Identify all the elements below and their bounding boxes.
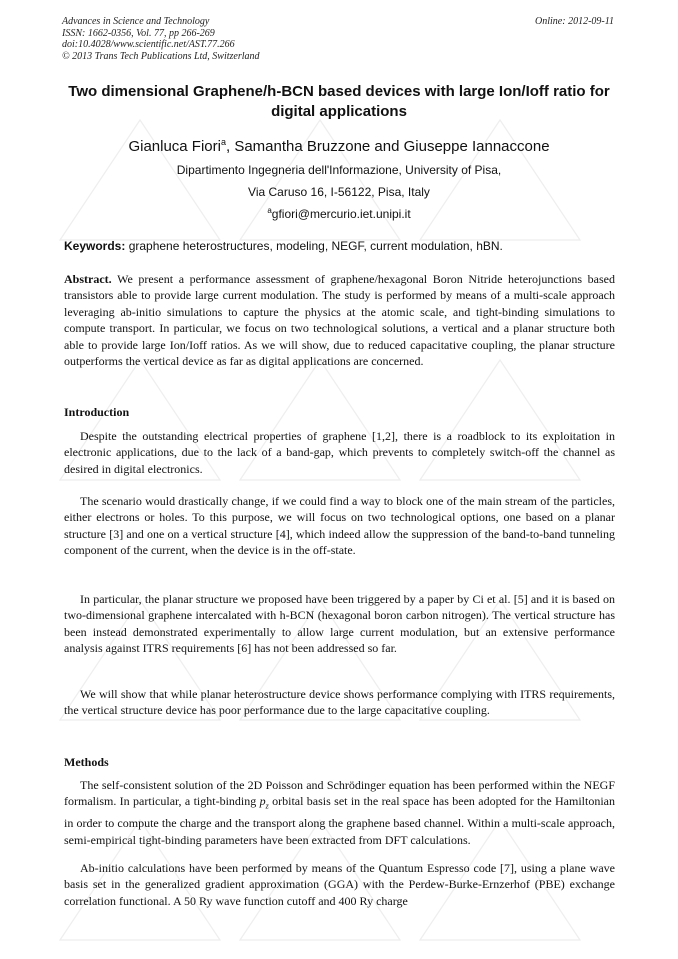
- pz-symbol: p: [259, 794, 266, 809]
- intro-paragraph-2: The scenario would drastically change, if we could find a way to block one of the main stream of the particles, either electrons or holes. To this purpose, we will focus on two technological options, one based on a planar structure [3] and one on a vertical structure [4], which indeed allow the suppression of the band-to-band tunneling component of the current, when the device is in the off-state.: [64, 494, 615, 558]
- online-date: Online: 2012-09-11: [535, 16, 614, 27]
- abstract-label: Abstract.: [64, 272, 112, 286]
- email-mark: a: [267, 206, 272, 215]
- intro-paragraph-4: We will show that while planar heterostructure device shows performance complying with ITRS requirements, the vertical structure device has poor performance due to the large capacitative coupling.: [64, 687, 615, 718]
- pz-subscript: z: [265, 801, 269, 811]
- keywords: [64, 239, 616, 253]
- email-address: gfiori@mercurio.iet.unipi.it: [271, 207, 411, 221]
- author-affil-mark: a: [220, 137, 226, 147]
- affiliation-line-1: Dipartimento Ingegneria dell'Informazione, University of Pisa,: [176, 163, 502, 177]
- methods-p1-end: orbital basis set in the real space has been adopted for the Hamiltonian in order to compute the charge and the transport along the graphene based channel. Within a multi-scale approach, semi-empirical tight-binding parameters have been extracted from DFT calculations.: [64, 794, 615, 847]
- abstract-paragraph: [64, 271, 615, 369]
- keywords-label: Keywords:: [64, 239, 126, 253]
- journal-name: Advances in Science and Technology: [62, 16, 210, 27]
- intro-paragraph-1: Despite the outstanding electrical properties of graphene [1,2], there is a roadblock to its exploitation in electronic applications, due to the lack of a band-gap, which prevents to completely switch-off the channel as desired in digital electronics.: [64, 429, 615, 476]
- abstract-text: We present a performance assessment of graphene/hexagonal Boron Nitride heterojunctions based transistors able to provide large current modulation. The study is performed by means of a multi-scale approach leveraging ab-initio simulations to capture the physics at the atomic scale, and tight-binding simulations to compute transport. In particular, we focus on two technological solutions, a vertical and a planar structure both able to provide large Ion/Ioff ratios. As we will show, due to reduced capacitative coupling, the planar structure outperforms the vertical device as far as digital applications are concerned.: [64, 272, 615, 369]
- keywords-text: graphene heterostructures, modeling, NEGF, current modulation, hBN.: [125, 239, 503, 253]
- journal-issn: ISSN: 1662-0356, Vol. 77, pp 266-269: [62, 27, 215, 39]
- affiliation-line-2: Via Caruso 16, I-56122, Pisa, Italy: [248, 185, 430, 199]
- methods-p1-start: The self-consistent solution of the 2D Poisson and Schrödinger equation has been performed within the NEGF formalism. In particular, a tight-binding: [64, 778, 615, 809]
- author-first: Gianluca Fiori: [128, 138, 221, 155]
- methods-paragraph-2: Ab-initio calculations have been performed by means of the Quantum Espresso code [7], using a plane wave basis set in the generalized gradient approximation (GGA) with the Perdew-Burke-Ernzerhof (PBE) exchange correlation functional. A 50 Ry wave function cutoff and 400 Ry charge: [64, 861, 615, 908]
- journal-doi: doi:10.4028/www.scientific.net/AST.77.266: [62, 39, 235, 50]
- author-rest: , Samantha Bruzzone and Giuseppe Iannaccone: [226, 138, 550, 155]
- intro-paragraph-3: In particular, the planar structure we proposed have been triggered by a paper by Ci et al. [5] and it is based on two-dimensional graphene intercalated with h-BCN (hexagonal boron carbon nitrogen). The vertical structure has been instead demonstrated experimentally to allow large current modulation, but an extensive performance analysis against ITRS requirements [6] has not been addressed so far.: [64, 592, 615, 656]
- methods-paragraph-1: [64, 777, 615, 848]
- journal-copyright: © 2013 Trans Tech Publications Ltd, Switzerland: [62, 50, 260, 62]
- section-heading-introduction: Introduction: [64, 405, 130, 419]
- paper-title: Two dimensional Graphene/h-BCN based devices with large Ion/Ioff ratio for digital applications: [68, 83, 610, 120]
- journal-header: [62, 16, 260, 62]
- affiliation-email: [62, 206, 616, 221]
- section-heading-methods: Methods: [64, 755, 109, 769]
- author-list: [62, 137, 616, 155]
